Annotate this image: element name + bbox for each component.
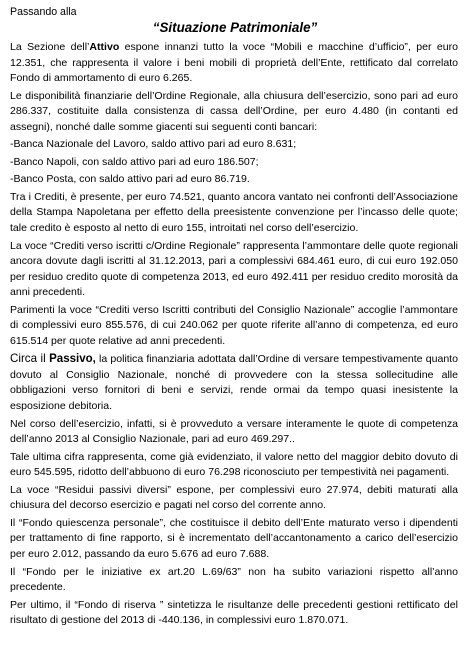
paragraph-banco-posta: -Banco Posta, con saldo attivo pari ad euro 86.719.	[10, 173, 250, 186]
paragraph-fondo-iniziative: Il “Fondo per le iniziative ex art.20 L.69/63” non ha subito variazioni rispetto all’anno precedente.	[10, 565, 458, 594]
section-title: “Situazione Patrimoniale”	[152, 20, 318, 35]
paragraph-residui: La voce “Residui passivi diversi” espone, per complessivi euro 27.974, debiti maturati alla chiusura del decorso esercizio e pagati nel corso del corrente anno.	[10, 483, 458, 512]
document-body	[10, 40, 458, 629]
paragraph-crediti-ordine: La voce “Crediti verso iscritti c/Ordine Regionale” rappresenta l’ammontare delle quote regionali ancora dovute dagli iscritti al 31.12.2013, pari a complessivi 684.461 euro, di cui euro 192.050 per residuo credito quote di competenza 2013, ed euro 492.411 per residuo credito morosità da anni precedenti.	[10, 239, 458, 299]
paragraph-cifra: Tale ultima cifra rappresenta, come già evidenziato, il valore netto del maggior debito dovuto di euro 545.595, ridotto dell’abbuono di euro 76.298 riconosciuto per tempestività nei pagamenti.	[10, 450, 458, 479]
paragraph-fondo-riserva: Per ultimo, il “Fondo di riserva ” sintetizza le risultanze delle precedenti gestioni rettificato del risultato di gestione del 2013 di -440.136, in complessivi euro 1.870.071.	[10, 598, 458, 627]
paragraph-versamento: Nel corso dell’esercizio, infatti, si è provveduto a versare interamente le quote di competenza dell’anno 2013 al Consiglio Nazionale, pari ad euro 469.297..	[10, 417, 458, 446]
paragraph-banco-napoli: -Banco Napoli, con saldo attivo pari ad euro 186.507;	[10, 155, 259, 168]
intro-text: Passando alla	[10, 6, 77, 18]
paragraph-quiescenza: Il “Fondo quiescenza personale”, che costituisce il debito dell’Ente maturato verso i dipendenti per trattamento di fine rapporto, si è incrementato dell’accantonamento a carico dell’esercizio per euro 2.012, passando da euro 5.676 ad euro 7.688.	[10, 516, 458, 560]
paragraph-crediti-consiglio: Parimenti la voce “Crediti verso Iscritti contributi del Consiglio Nazionale” accoglie l’ammontare di complessivi euro 855.576, di cui 240.062 per quote riferite all’anno di competenza, ed euro 615.514 per quote relative ad anni precedenti.	[10, 303, 458, 347]
paragraph-bnl: -Banca Nazionale del Lavoro, saldo attivo pari ad euro 8.631;	[10, 138, 297, 151]
paragraph-passivo: Circa il Passivo, la politica finanziaria adottata dall’Ordine di versare tempestivamente quanto dovuto al Consiglio Nazionale, nonché di provvedere con la stessa sollecitudine alle obbligazioni verso fornitori di beni e servizi, rende ormai da tempo quasi inesistente la esposizione debitoria.	[10, 352, 458, 413]
paragraph-disponibilita: Le disponibilità finanziarie dell’Ordine Regionale, alla chiusura dell’esercizio, sono pari ad euro 286.337, costituite dalla consistenza di cassa dell’Ordine, per euro 4.480 (in contanti ed assegni), nonché dalle somme giacenti sui seguenti conti bancari:	[10, 89, 458, 133]
passivo-label: Passivo,	[49, 353, 96, 366]
paragraph-crediti: Tra i Crediti, è presente, per euro 74.521, quanto ancora vantato nei confronti dell’Associazione della Stampa Napoletana per effetto della preesistente convenzione per l’incasso delle quote; tale credito è esposto al netto di euro 155, introitati nel corso dell’esercizio.	[10, 190, 458, 235]
paragraph-attivo: La Sezione dell’Attivo espone innanzi tutto la voce “Mobili e macchine d’ufficio”, per euro 12.351, che rappresenta il valore i beni mobili di proprietà dell’Ente, rettificato dal correlato Fondo di ammortamento di euro 6.265.	[10, 41, 458, 85]
attivo-label: Attivo	[89, 41, 120, 53]
